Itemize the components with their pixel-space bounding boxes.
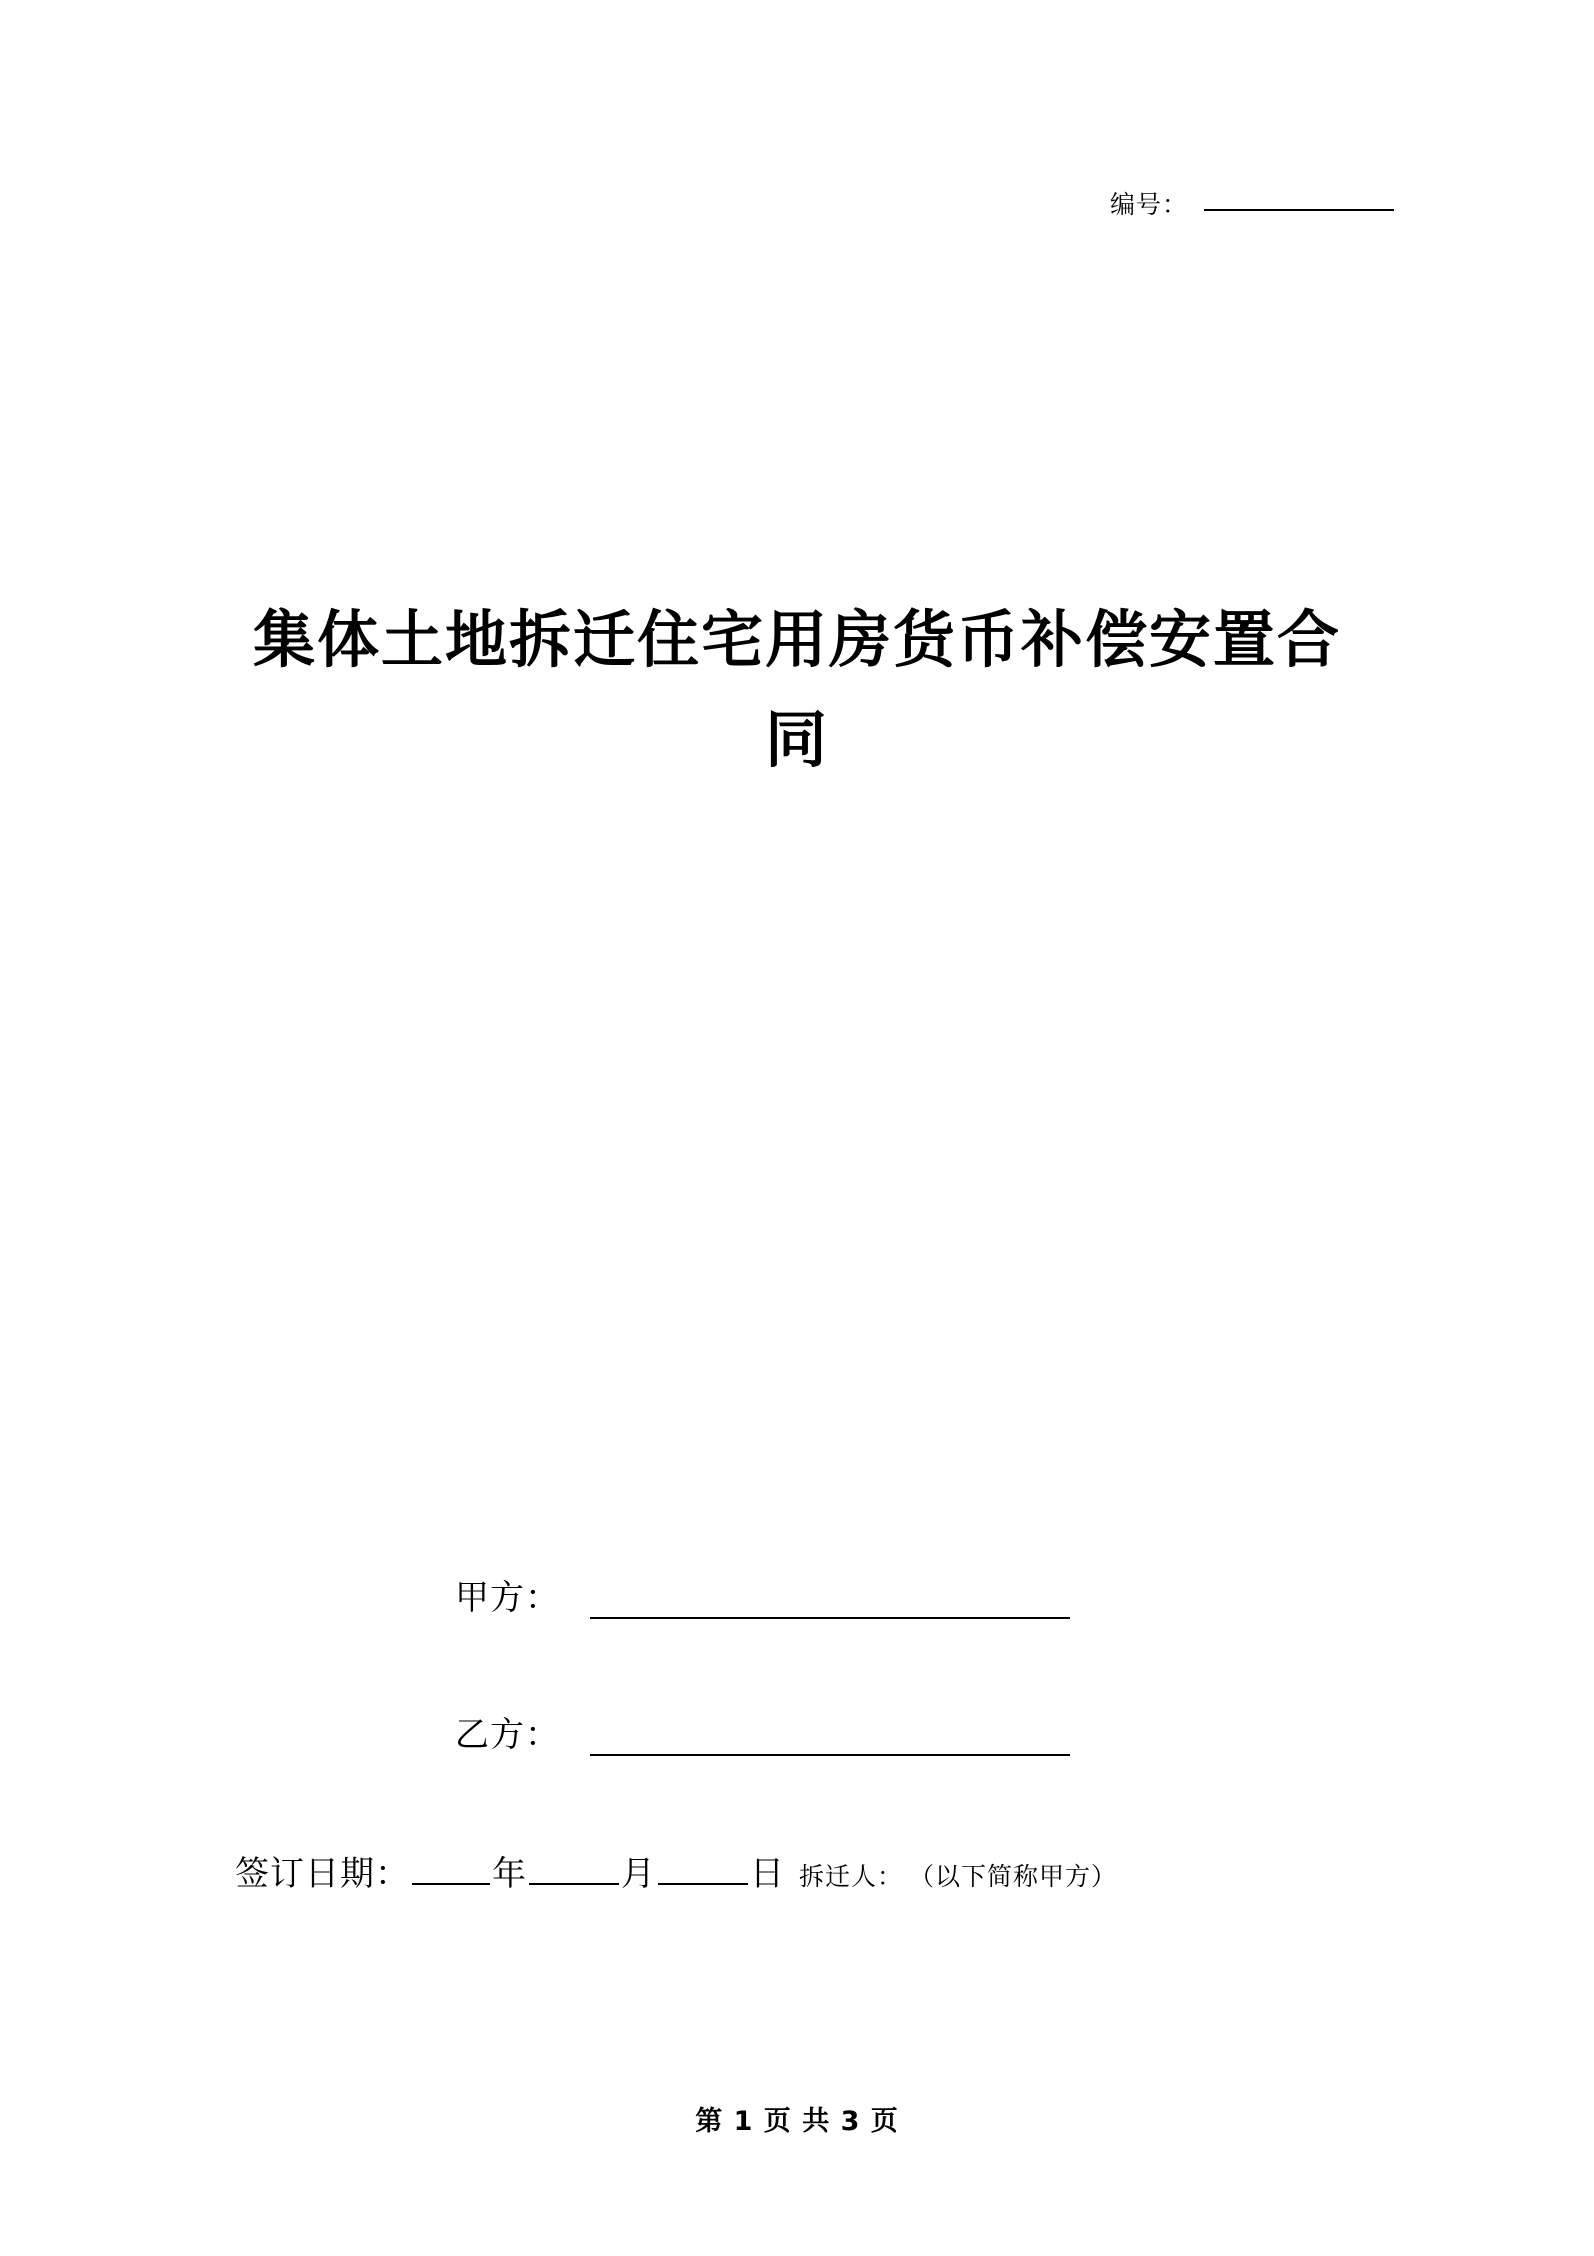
signing-date-label: 签订日期： [235, 1854, 410, 1894]
party-b-input[interactable] [590, 1724, 1070, 1756]
party-a-row [455, 1570, 1355, 1619]
party-b-label: 乙方： [455, 1715, 560, 1755]
signing-year-input[interactable] [412, 1883, 490, 1885]
demolisher-label: 拆迁人： [799, 1862, 904, 1891]
party-a-input[interactable] [590, 1587, 1070, 1619]
party-b-row [455, 1707, 1355, 1756]
page-footer: 第 1 页 共 3 页 [695, 2106, 899, 2137]
page-title: 集体土地拆迁住宅用房货币补偿安置合同 [252, 603, 1341, 777]
signing-date-row [235, 1846, 1474, 1895]
signing-year-unit: 年 [492, 1854, 527, 1894]
demolisher-note: （以下简称甲方） [909, 1862, 1118, 1891]
signing-month-unit: 月 [621, 1854, 656, 1894]
signing-month-input[interactable] [529, 1883, 619, 1885]
party-a-label: 甲方： [455, 1578, 560, 1618]
parties-block [455, 1570, 1355, 1844]
document-number-field [1110, 185, 1394, 221]
signing-day-input[interactable] [658, 1883, 748, 1885]
document-number-input[interactable] [1204, 209, 1394, 211]
signing-day-unit: 日 [750, 1854, 785, 1894]
document-number-label: 编号： [1109, 190, 1188, 219]
